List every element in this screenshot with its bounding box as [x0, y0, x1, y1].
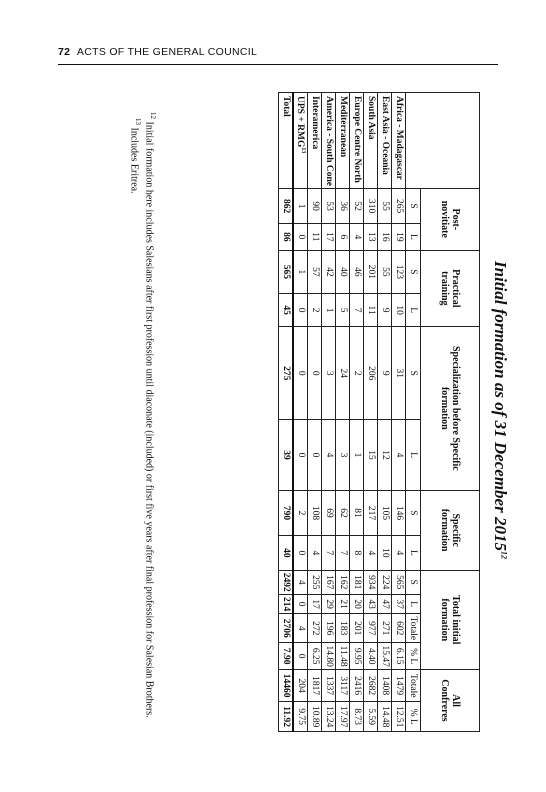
sub-header-cell: Totale: [406, 670, 421, 702]
table-cell: 57: [308, 250, 322, 294]
table-cell: 977: [364, 614, 378, 643]
sub-header-cell: S: [406, 250, 421, 294]
table-cell: 4: [293, 570, 308, 594]
group-header: All Confreres: [421, 670, 480, 732]
table-cell: 14.80: [322, 643, 336, 670]
table-cell: 8: [350, 536, 364, 570]
table-row: [293, 93, 308, 732]
table-cell: 42: [322, 250, 336, 294]
running-title: ACTS OF THE GENERAL COUNCIL: [76, 46, 258, 58]
table-cell: 11: [364, 294, 378, 327]
table-cell: 16: [378, 224, 392, 250]
table-cell: 0: [293, 294, 308, 327]
table-cell: 14460: [279, 670, 294, 702]
table-cell: 53: [322, 188, 336, 223]
table-cell: 4: [293, 614, 308, 643]
table-cell: 2682: [364, 670, 378, 702]
table-cell: 0: [308, 327, 322, 420]
region-label: [322, 93, 336, 189]
table-cell: 2: [308, 294, 322, 327]
table-cell: 2: [350, 327, 364, 420]
table-cell: 52: [350, 188, 364, 223]
table-cell: 5: [336, 294, 350, 327]
table-cell: 4: [364, 536, 378, 570]
table-cell: 7: [350, 294, 364, 327]
group-header-row: [421, 93, 480, 732]
sub-header-cell: S: [406, 327, 421, 420]
table-cell: 15: [364, 420, 378, 490]
sub-header-cell: L: [406, 294, 421, 327]
table-cell: 36: [336, 188, 350, 223]
table-cell: 62: [336, 490, 350, 536]
table-cell: 29: [322, 594, 336, 613]
table-cell: 255: [308, 570, 322, 594]
sub-header-cell: L: [406, 224, 421, 250]
table-cell: 790: [279, 490, 294, 536]
table-title: [490, 80, 510, 740]
table-cell: 9: [378, 294, 392, 327]
table-cell: 6: [336, 224, 350, 250]
table-cell: 6.15: [392, 643, 406, 670]
header-rule: [58, 64, 498, 65]
table-cell: 39: [279, 420, 294, 490]
table-cell: 206: [364, 327, 378, 420]
region-label: [350, 93, 364, 189]
table-cell: 565: [392, 570, 406, 594]
table-cell: 1: [350, 420, 364, 490]
table-cell: 265: [392, 188, 406, 223]
sub-header-cell: Totale: [406, 614, 421, 643]
footnotes: [127, 92, 157, 732]
table-cell: 167: [322, 570, 336, 594]
table-cell: 17: [308, 594, 322, 613]
table-cell: 3: [322, 327, 336, 420]
table-cell: 204: [293, 670, 308, 702]
footnote-text: Initial formation here includes Salesians after first profession until diaconate (included) or first five years after final profession for Salesian Brothers.: [143, 121, 155, 718]
table-cell: 31: [392, 327, 406, 420]
table-cell: 17: [322, 224, 336, 250]
group-header: Total initial formation: [421, 570, 480, 669]
region-label: [308, 93, 322, 189]
table-row: [392, 93, 406, 732]
table-cell: 2: [293, 490, 308, 536]
table-cell: 1: [293, 188, 308, 223]
table-cell: 17.97: [336, 702, 350, 732]
table-cell: 214: [279, 594, 294, 613]
table-row: [322, 93, 336, 732]
region-footnote-ref: 13: [300, 147, 307, 154]
table-title-text: Initial formation as of 31 December 2015: [491, 261, 510, 551]
table-row: [364, 93, 378, 732]
region-label: [378, 93, 392, 189]
table-cell: 4: [350, 224, 364, 250]
region-label: [364, 93, 378, 189]
table-cell: 1479: [392, 670, 406, 702]
region-label: [336, 93, 350, 189]
footnote-ref: 13: [134, 118, 143, 125]
table-cell: 12: [378, 420, 392, 490]
table-cell: 40: [336, 250, 350, 294]
table-cell: 217: [364, 490, 378, 536]
table-cell: 2416: [350, 670, 364, 702]
table-cell: 0: [308, 420, 322, 490]
table-cell: 11.92: [279, 702, 294, 732]
sub-header-cell: S: [406, 570, 421, 594]
group-header: Post-novitiate: [421, 188, 480, 250]
table-cell: 69: [322, 490, 336, 536]
table-cell: 81: [350, 490, 364, 536]
region-name: UPS + RMG: [295, 96, 306, 148]
table-cell: 1337: [322, 670, 336, 702]
table-cell: 0: [293, 420, 308, 490]
table-cell: 11.48: [336, 643, 350, 670]
table-cell: 13.24: [322, 702, 336, 732]
rotated-page-content: [50, 80, 510, 740]
table-row: [279, 93, 294, 732]
table-cell: 0: [293, 224, 308, 250]
table-cell: 1: [293, 250, 308, 294]
group-header: Specialization before Specific formation: [421, 327, 480, 491]
table-cell: 40: [279, 536, 294, 570]
table-cell: 7.90: [279, 643, 294, 670]
table-cell: 10.89: [308, 702, 322, 732]
table-cell: 201: [350, 614, 364, 643]
group-header: Practical training: [421, 250, 480, 326]
table-cell: 0: [293, 594, 308, 613]
formation-table: [278, 92, 480, 732]
sub-header-cell: L: [406, 536, 421, 570]
table-cell: 162: [336, 570, 350, 594]
table-cell: 565: [279, 250, 294, 294]
table-cell: 4: [322, 420, 336, 490]
table-cell: 4: [392, 420, 406, 490]
table-row: [350, 93, 364, 732]
table-cell: 19: [392, 224, 406, 250]
table-cell: 4: [308, 536, 322, 570]
footnote-ref: 12: [149, 112, 157, 119]
region-name: East Asia - Oceania: [379, 96, 390, 175]
region-name: Africa - Madagascar: [393, 96, 404, 180]
table-cell: 13: [364, 224, 378, 250]
table-cell: 2706: [279, 614, 294, 643]
table-cell: 10: [378, 536, 392, 570]
footnote: [142, 92, 157, 732]
table-cell: 37: [392, 594, 406, 613]
region-name: Europe Centre North: [351, 96, 362, 183]
table-row: [308, 93, 322, 732]
region-name: Total: [280, 96, 291, 117]
table-cell: 934: [364, 570, 378, 594]
sub-header-cell: S: [406, 188, 421, 223]
table-cell: 108: [308, 490, 322, 536]
table-cell: 275: [279, 327, 294, 420]
table-cell: 45: [279, 294, 294, 327]
table-cell: 5.59: [364, 702, 378, 732]
table-cell: 9.75: [293, 702, 308, 732]
sub-header-cell: L: [406, 594, 421, 613]
table-title-footnote-ref: 12: [499, 550, 509, 559]
table-cell: 4.40: [364, 643, 378, 670]
table-cell: 123: [392, 250, 406, 294]
sub-header-cell: % L: [406, 643, 421, 670]
group-header: Specific formation: [421, 490, 480, 570]
footnote-text: Includes Eritrea.: [128, 127, 140, 194]
table-row: [336, 93, 350, 732]
table-cell: 224: [378, 570, 392, 594]
region-name: Interamerica: [309, 96, 320, 150]
table-cell: 20: [350, 594, 364, 613]
table-cell: 15.47: [378, 643, 392, 670]
running-head: [58, 46, 498, 58]
table-cell: 1408: [378, 670, 392, 702]
region-label: [293, 93, 308, 189]
table-cell: 183: [336, 614, 350, 643]
table-cell: 0: [293, 643, 308, 670]
table-cell: 181: [350, 570, 364, 594]
table-body: [279, 93, 406, 732]
table-cell: 7: [336, 536, 350, 570]
table-cell: 9: [378, 327, 392, 420]
region-name: Mediterranean: [337, 96, 348, 158]
table-cell: 1817: [308, 670, 322, 702]
sub-header-cell: % L: [406, 702, 421, 732]
table-cell: 8.73: [350, 702, 364, 732]
table-row: [378, 93, 392, 732]
table-cell: 14.48: [378, 702, 392, 732]
table-cell: 271: [378, 614, 392, 643]
table-cell: 3117: [336, 670, 350, 702]
table-cell: 105: [378, 490, 392, 536]
sub-header-cell: L: [406, 420, 421, 490]
page-number: 72: [58, 46, 71, 58]
table-cell: 272: [308, 614, 322, 643]
table-cell: 862: [279, 188, 294, 223]
table-cell: 21: [336, 594, 350, 613]
table-cell: 310: [364, 188, 378, 223]
table-cell: 46: [350, 250, 364, 294]
table-cell: 10: [392, 294, 406, 327]
table-cell: 196: [322, 614, 336, 643]
footnote: [127, 92, 142, 732]
table-cell: 9.95: [350, 643, 364, 670]
region-label: [392, 93, 406, 189]
table-cell: 55: [378, 250, 392, 294]
region-label: [279, 93, 294, 189]
table-cell: 0: [293, 536, 308, 570]
table-cell: 43: [364, 594, 378, 613]
table-cell: 55: [378, 188, 392, 223]
table-cell: 2492: [279, 570, 294, 594]
table-cell: 4: [392, 536, 406, 570]
sub-header-cell: S: [406, 490, 421, 536]
region-header: [406, 93, 480, 189]
table-cell: 1: [322, 294, 336, 327]
table-cell: 12.51: [392, 702, 406, 732]
table-cell: 0: [293, 327, 308, 420]
table-cell: 201: [364, 250, 378, 294]
table-cell: 146: [392, 490, 406, 536]
table-cell: 11: [308, 224, 322, 250]
table-cell: 86: [279, 224, 294, 250]
table-cell: 7: [322, 536, 336, 570]
sub-header-row: [406, 93, 421, 732]
table-cell: 3: [336, 420, 350, 490]
region-name: America - South Cone: [323, 96, 334, 186]
table-cell: 90: [308, 188, 322, 223]
table-cell: 602: [392, 614, 406, 643]
table-cell: 6.25: [308, 643, 322, 670]
region-name: South Asia: [365, 96, 376, 140]
table-cell: 24: [336, 327, 350, 420]
table-cell: 47: [378, 594, 392, 613]
